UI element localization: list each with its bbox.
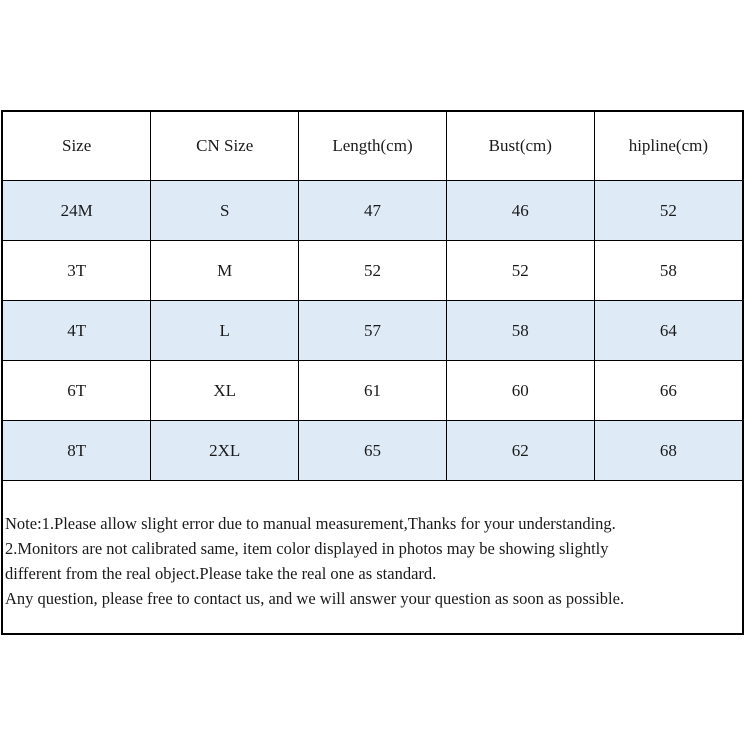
- cell-hipline: 52: [594, 181, 742, 241]
- note-text: [5, 511, 740, 611]
- cell-size: 3T: [3, 241, 151, 301]
- cell-size: 24M: [3, 181, 151, 241]
- note-line: Note:1.Please allow slight error due to manual measurement,Thanks for your understanding.: [5, 514, 616, 533]
- size-table: [3, 112, 742, 481]
- cell-bust: 62: [446, 421, 594, 481]
- cell-bust: 52: [446, 241, 594, 301]
- cell-cn-size: XL: [151, 361, 299, 421]
- cell-length: 57: [299, 301, 447, 361]
- note-line: different from the real object.Please take the real one as standard.: [5, 564, 437, 583]
- table-row: [3, 361, 742, 421]
- size-chart: [1, 110, 744, 635]
- cell-size: 6T: [3, 361, 151, 421]
- table-row: [3, 181, 742, 241]
- cell-hipline: 58: [594, 241, 742, 301]
- cell-length: 52: [299, 241, 447, 301]
- cell-cn-size: S: [151, 181, 299, 241]
- cell-length: 47: [299, 181, 447, 241]
- cell-cn-size: 2XL: [151, 421, 299, 481]
- note-line: 2.Monitors are not calibrated same, item color displayed in photos may be showing slightly: [5, 539, 609, 558]
- cell-hipline: 64: [594, 301, 742, 361]
- header-bust: Bust(cm): [446, 112, 594, 181]
- cell-cn-size: M: [151, 241, 299, 301]
- header-cn-size: CN Size: [151, 112, 299, 181]
- table-row: [3, 301, 742, 361]
- header-size: Size: [3, 112, 151, 181]
- table-row: [3, 241, 742, 301]
- cell-cn-size: L: [151, 301, 299, 361]
- cell-size: 4T: [3, 301, 151, 361]
- cell-hipline: 66: [594, 361, 742, 421]
- cell-bust: 58: [446, 301, 594, 361]
- cell-length: 65: [299, 421, 447, 481]
- header-hipline: hipline(cm): [594, 112, 742, 181]
- note-line: Any question, please free to contact us, and we will answer your question as soon as possible.: [5, 589, 625, 608]
- cell-hipline: 68: [594, 421, 742, 481]
- cell-bust: 60: [446, 361, 594, 421]
- cell-length: 61: [299, 361, 447, 421]
- header-row: [3, 112, 742, 181]
- table-row: [3, 421, 742, 481]
- cell-bust: 46: [446, 181, 594, 241]
- header-length: Length(cm): [299, 112, 447, 181]
- cell-size: 8T: [3, 421, 151, 481]
